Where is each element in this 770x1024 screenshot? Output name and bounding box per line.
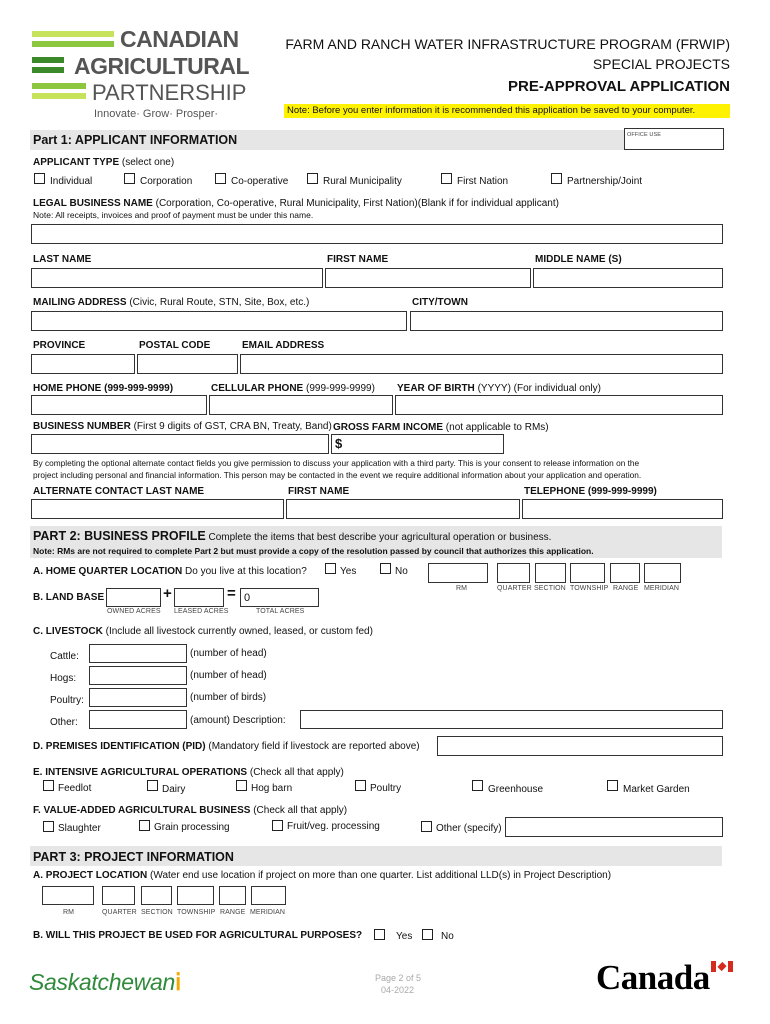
province-field[interactable]	[31, 354, 135, 374]
checkbox-market-garden[interactable]	[607, 780, 618, 791]
other-amount-field[interactable]	[89, 710, 187, 729]
home-meridian-field[interactable]	[644, 563, 681, 583]
flag-bar-left	[711, 961, 716, 972]
part3-title: PART 3: PROJECT INFORMATION	[33, 850, 234, 864]
program-subtitle: SPECIAL PROJECTS	[592, 56, 730, 72]
live-yes-label: Yes	[340, 566, 357, 577]
home-quarter-field[interactable]	[497, 563, 530, 583]
home-range-field[interactable]	[610, 563, 640, 583]
fruit-veg-label: Fruit/veg. processing	[287, 821, 380, 832]
grain-processing-label: Grain processing	[154, 822, 230, 833]
pid-label: D. PREMISES IDENTIFICATION (PID) (Mandatory field if livestock are reported above)	[33, 741, 420, 752]
applicant-type-label: APPLICANT TYPE (select one)	[33, 157, 175, 168]
agri-no-label: No	[441, 931, 454, 942]
logo-bar	[32, 41, 114, 47]
home-phone-field[interactable]	[31, 395, 207, 415]
p3-col-section: SECTION	[141, 909, 173, 916]
p3-col-township: TOWNSHIP	[177, 909, 216, 916]
type-label-corporation: Corporation	[140, 176, 193, 187]
leased-acres-label: LEASED ACRES	[174, 608, 229, 615]
home-section-field[interactable]	[535, 563, 566, 583]
logo-bar	[32, 83, 86, 89]
plus-sign: +	[163, 585, 172, 602]
type-label-cooperative: Co-operative	[231, 176, 289, 187]
other-description-field[interactable]	[300, 710, 723, 729]
total-acres-label: TOTAL ACRES	[256, 608, 305, 615]
cap-logo	[28, 26, 249, 126]
office-use-label: OFFICE USE	[627, 132, 662, 138]
checkbox-feedlot[interactable]	[43, 780, 54, 791]
type-label-partnership: Partnership/Joint	[567, 176, 643, 187]
checkbox-slaughter[interactable]	[43, 821, 54, 832]
p3-col-meridian: MERIDIAN	[250, 909, 286, 916]
legal-name-field[interactable]	[31, 224, 723, 244]
project-section-field[interactable]	[141, 886, 172, 905]
mailing-address-field[interactable]	[31, 311, 407, 331]
postal-code-field[interactable]	[137, 354, 238, 374]
gross-income-label: GROSS FARM INCOME (not applicable to RMs)	[333, 422, 549, 433]
city-field[interactable]	[410, 311, 723, 331]
checkbox-hog-barn[interactable]	[236, 780, 247, 791]
project-quarter-field[interactable]	[102, 886, 135, 905]
consent-line1: By completing the optional alternate contact fields you give permission to discuss your application with a third party. This is your consent to release information on the	[33, 458, 640, 468]
pid-field[interactable]	[437, 736, 723, 756]
cell-phone-field[interactable]	[209, 395, 393, 415]
email-field[interactable]	[240, 354, 723, 374]
birth-year-field[interactable]	[395, 395, 723, 415]
first-name-field[interactable]	[325, 268, 531, 288]
last-name-label: LAST NAME	[33, 254, 92, 265]
type-label-first-nation: First Nation	[457, 176, 509, 187]
equals-sign: =	[227, 585, 236, 602]
col-section: SECTION	[534, 585, 566, 592]
other-label: Other:	[50, 717, 78, 728]
p3-col-range: RANGE	[220, 909, 246, 916]
project-meridian-field[interactable]	[251, 886, 286, 905]
logo-line2: AGRICULTURAL	[74, 53, 249, 79]
part1-title: Part 1: APPLICANT INFORMATION	[33, 133, 238, 147]
total-acres-field	[240, 588, 319, 607]
other-unit: (amount) Description:	[190, 715, 286, 726]
province-label: PROVINCE	[33, 340, 86, 351]
logo-bar	[32, 93, 86, 99]
home-rm-field[interactable]	[428, 563, 488, 583]
col-rm: RM	[456, 585, 468, 592]
cattle-unit: (number of head)	[190, 648, 267, 659]
slaughter-label: Slaughter	[58, 823, 101, 834]
other-specify-field[interactable]	[505, 817, 723, 837]
greenhouse-label: Greenhouse	[488, 784, 544, 795]
p3-col-quarter: QUARTER	[102, 909, 137, 916]
alt-last-name-label: ALTERNATE CONTACT LAST NAME	[33, 486, 205, 497]
col-meridian: MERIDIAN	[644, 585, 680, 592]
checkbox-fruit-veg[interactable]	[272, 820, 283, 831]
receipts-note: Note: All receipts, invoices and proof of payment must be under this name.	[33, 210, 314, 220]
mailing-address-label: MAILING ADDRESS (Civic, Rural Route, STN, Site, Box, etc.)	[33, 297, 310, 308]
home-township-field[interactable]	[570, 563, 605, 583]
email-label: EMAIL ADDRESS	[242, 340, 325, 351]
checkbox-greenhouse[interactable]	[472, 780, 483, 791]
page-date: 04-2022	[381, 985, 415, 995]
leased-acres-field[interactable]	[174, 588, 224, 607]
poultry-label: Poultry:	[50, 695, 84, 706]
owned-acres-field[interactable]	[106, 588, 161, 607]
checkbox-first-nation[interactable]	[441, 173, 452, 184]
alt-phone-label: TELEPHONE (999-999-9999)	[524, 486, 657, 497]
project-rm-field[interactable]	[42, 886, 94, 905]
save-note: Note: Before you enter information it is recommended this application be saved to your computer.	[284, 104, 730, 118]
hogs-label: Hogs:	[50, 673, 77, 684]
agri-yes-label: Yes	[396, 931, 413, 942]
checkbox-dairy[interactable]	[147, 780, 158, 791]
feedlot-label: Feedlot	[58, 783, 92, 794]
poultry-unit: (number of birds)	[190, 692, 267, 703]
page-number: Page 2 of 5	[375, 973, 422, 983]
checkbox-live-yes[interactable]	[325, 563, 336, 574]
alt-first-name-field[interactable]	[286, 499, 520, 519]
part2-title: PART 2: BUSINESS PROFILE Complete the items that best describe your agricultural operation or business.	[33, 529, 552, 543]
maple-leaf-icon	[717, 962, 726, 971]
gross-income-field[interactable]	[331, 434, 504, 454]
logo-tagline: Innovate· Grow· Prosper·	[94, 108, 219, 120]
saskatchewan-logo: Saskatchewanⅰ	[29, 969, 182, 995]
business-number-label: BUSINESS NUMBER (First 9 digits of GST, CRA BN, Treaty, Band)	[33, 421, 332, 432]
col-quarter: QUARTER	[497, 585, 532, 592]
cattle-label: Cattle:	[50, 651, 79, 662]
postal-code-label: POSTAL CODE	[139, 340, 211, 351]
hogs-field[interactable]	[89, 666, 187, 685]
checkbox-cooperative[interactable]	[215, 173, 226, 184]
alt-last-name-field[interactable]	[31, 499, 284, 519]
poultry-field[interactable]	[89, 688, 187, 707]
cell-phone-label: CELLULAR PHONE (999-999-9999)	[211, 383, 375, 394]
intensive-label: E. INTENSIVE AGRICULTURAL OPERATIONS (Check all that apply)	[33, 767, 344, 778]
hog-barn-label: Hog barn	[251, 783, 293, 794]
checkbox-agri-yes[interactable]	[374, 929, 385, 940]
logo-line1: CANADIAN	[120, 26, 239, 52]
dollar-sign: $	[335, 436, 343, 451]
land-base-label: B. LAND BASE	[33, 592, 105, 603]
birth-year-label: YEAR OF BIRTH (YYYY) (For individual only)	[397, 383, 601, 394]
project-location-label: A. PROJECT LOCATION (Water end use location if project on more than one quarter. List additional LLD(s) in Project Description)	[33, 870, 612, 881]
total-acres-value: 0	[244, 592, 251, 604]
alt-phone-field[interactable]	[522, 499, 723, 519]
canada-flag-icon	[711, 961, 733, 972]
home-quarter-label: A. HOME QUARTER LOCATION Do you live at this location?	[33, 566, 307, 577]
logo-bar	[32, 31, 114, 37]
last-name-field[interactable]	[31, 268, 323, 288]
poultry-option-label: Poultry	[370, 783, 402, 794]
wheat-icon: ⅰ	[175, 969, 182, 995]
project-township-field[interactable]	[177, 886, 214, 905]
livestock-label: C. LIVESTOCK (Include all livestock currently owned, leased, or custom fed)	[33, 626, 373, 637]
value-added-label: F. VALUE-ADDED AGRICULTURAL BUSINESS (Check all that apply)	[33, 805, 348, 816]
flag-bar-right	[728, 961, 733, 972]
market-garden-label: Market Garden	[623, 784, 690, 795]
consent-line2: project including personal and financial information. This person may be contacted in the event we require additional information about your application and operation.	[33, 470, 642, 480]
middle-name-field[interactable]	[533, 268, 723, 288]
rm-note: Note: RMs are not required to complete Part 2 but must provide a copy of the resolution passed by council that authorizes this application.	[33, 546, 594, 556]
dairy-label: Dairy	[162, 784, 186, 795]
checkbox-other-specify[interactable]	[421, 821, 432, 832]
owned-acres-label: OWNED ACRES	[107, 608, 161, 615]
project-range-field[interactable]	[219, 886, 246, 905]
middle-name-label: MIDDLE NAME (S)	[535, 254, 622, 265]
checkbox-rural-municipality[interactable]	[307, 173, 318, 184]
agri-purpose-label: B. WILL THIS PROJECT BE USED FOR AGRICULTURAL PURPOSES?	[33, 930, 363, 941]
city-label: CITY/TOWN	[412, 297, 468, 308]
p3-col-rm: RM	[63, 909, 75, 916]
logo-line3: PARTNERSHIP	[92, 80, 247, 105]
checkbox-individual[interactable]	[34, 173, 45, 184]
home-phone-label: HOME PHONE (999-999-9999)	[33, 383, 174, 394]
first-name-label: FIRST NAME	[327, 254, 389, 265]
col-range: RANGE	[613, 585, 639, 592]
checkbox-corporation[interactable]	[124, 173, 135, 184]
hogs-unit: (number of head)	[190, 670, 267, 681]
program-title: FARM AND RANCH WATER INFRASTRUCTURE PROGRAM (FRWIP)	[285, 36, 730, 52]
legal-name-label: LEGAL BUSINESS NAME (Corporation, Co-operative, Rural Municipality, First Nation)(Blank if for individual applicant)	[33, 198, 559, 209]
checkbox-partnership[interactable]	[551, 173, 562, 184]
type-label-rural-municipality: Rural Municipality	[323, 176, 402, 187]
checkbox-live-no[interactable]	[380, 563, 391, 574]
alt-first-name-label: FIRST NAME	[288, 486, 350, 497]
live-no-label: No	[395, 566, 408, 577]
canada-wordmark: Canada	[596, 958, 710, 997]
logo-bar	[32, 57, 64, 63]
checkbox-poultry[interactable]	[355, 780, 366, 791]
cattle-field[interactable]	[89, 644, 187, 663]
checkbox-grain-processing[interactable]	[139, 820, 150, 831]
checkbox-agri-no[interactable]	[422, 929, 433, 940]
business-number-field[interactable]	[31, 434, 329, 454]
form-name: PRE-APPROVAL APPLICATION	[508, 78, 730, 95]
type-label-individual: Individual	[50, 176, 93, 187]
logo-bar	[32, 67, 64, 73]
col-township: TOWNSHIP	[570, 585, 609, 592]
other-specify-label: Other (specify)	[436, 823, 502, 834]
